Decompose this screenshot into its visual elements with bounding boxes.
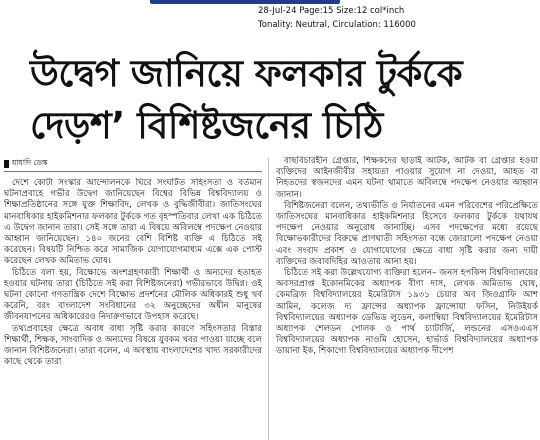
paragraph: বাছবিচারহীন গ্রেপ্তার, শিক্ষকদের ছাড়াই আটক, আটক বা গ্রেপ্তার হওয়া ব্যক্তিদের আইনজীবীর সহায়তা পাওয়ার সুযোগ না দেওয়া, আহত বা নিহতদের স্বজনদের এমন ঘটনা থামাতে অবিলম্বে পদক্ষেপ নেওয়ার আহ্বান জানান।	[276, 156, 538, 200]
headline-line1: উদ্বেগ জানিয়ে ফলকার টুর্ককে	[30, 52, 463, 95]
paragraph: দেশে কোটা সংস্কার আন্দোলনকে ঘিরে সংঘটিত সহিংসতা ও বর্তমান ঘটনাপ্রবাহে গভীর উদ্বেগ জানিয়েছেন বিশ্বের বিভিন্ন বিশ্ববিদ্যালয় ও শিক্ষাপ্রতিষ্ঠানের সঙ্গে যুক্ত শিক্ষাবিদ, লেখক ও বুদ্ধিজীবীরা। জাতিসংঘের মানবাধিকার হাইকমিশনার ফলকার টুর্ককে গত বৃহস্পতিবার লেখা এক চিঠিতে এ উদ্বেগ জানান তারা। সেই সঙ্গে তারা এ বিষয়ে অবিলম্বে পদক্ষেপ নেওয়ার আহ্বান জানিয়েছেন। ১৪০ জনের বেশি বিশিষ্ট ব্যক্তি এ চিঠিতে সই করেছেন। বিষয়টি নিশ্চিত করে সামাজিক যোগাযোগমাধ্যম এক্সে এক পোস্ট করেছেন লেখক অমিতাভ ঘোষ।	[4, 178, 262, 267]
paragraph: চিঠিতে সই করা উল্লেখযোগ্য ব্যক্তিরা হলেন– জনস হপকিন্স বিশ্ববিদ্যালয়ের অবসরপ্রাপ্ত ইকোনমিকের অধ্যাপক বীণা দাস, লেখক অমিতাভ ঘোষ, কেমব্রিজ বিশ্ববিদ্যালয়ের ইমেরিটাস ১৯৩১ চেয়ার অব জিওগ্রাফি আশ আমিন, কলেজ দ্য ফ্রান্সের অধ্যাপক ফ্রান্সোয়া ফসিন, নিউইয়র্ক বিশ্ববিদ্যালয়ের অধ্যাপক ডেভিড লুডেন, কলাম্বিয়া বিশ্ববিদ্যালয়ের ইমেরিটাস অধ্যাপক শেলডন পোলক ও পার্থ চ্যাটার্জি, লন্ডনের এসওএএস বিশ্ববিদ্যালয়ের অধ্যাপক নাওমি হোসেন, হার্ভার্ড বিশ্ববিদ্যালয়ের অধ্যাপক ডায়ানা ইক, শিকাগো বিশ্ববিদ্যালয়ের অধ্যাপক দীপেশ	[276, 268, 538, 357]
column-divider	[268, 158, 269, 440]
byline: যাযাদি ডেস্ক	[12, 158, 48, 167]
clipping-meta-line2: Tonality: Neutral, Circulation: 116000	[258, 20, 416, 30]
paragraph: তথ্যপ্রবাহের ক্ষেত্রে অবাধ বাধা সৃষ্টি করার কারণে সহিংসতার বিস্তার শিক্ষার্থী, শিক্ষক, সাংবাদিক ও অন্যদের বিষয়ে যুবকম খবর পাওয়া যাচ্ছে বলে জানান বিশিষ্টজনেরা। তারা বলেন, এ অবস্থায় বাংলাদেশের খাদ্য সরকারীদের কাছে থেকে তারা	[4, 323, 262, 368]
paragraph: চিঠিতে বলা হয়, বিক্ষোভে অংশগ্রহণকারী শিক্ষার্থী ও অন্যদের হতাহত হওয়ার ঘটনায় তারা (চিঠিতে সই করা বিশিষ্টজনেরা) গভীরভাবে উদ্বিগ্ন। ওই ঘটনা কোনো গণতান্ত্রিক দেশে বিক্ষোভ প্রদর্শনের মৌলিক অধিকারই শুধু খর্ব করেনি, বরং বাংলাদেশ সংবিধানের ৩২ অনুচ্ছেদের অধীন মানুষের জীবনযাপনের অধিকারেরও নিদারুণভাবে উপহাস করেছে।	[4, 267, 262, 323]
paragraph: বিশিষ্টজনেরা বলেন, তথ্যভীতি ও নির্যাতনের এমন পরিবেশের পরিপ্রেক্ষিতে জাতিসংঘের মানবাধিকার হাইকমিশনার হিসেবে ফলকার টুর্ককে যথাযথ পদক্ষেপ নেওয়ার অনুরোধ জানাচ্ছি। এসব পদক্ষেপের মধ্যে রয়েছে বিক্ষোভকারীদের বিরুদ্ধে প্রাণঘাতী সহিংসতা বন্ধে জোরালো পদক্ষেপ নেওয়া এবং সংবাদ প্রকাশ ও যোগাযোগের ক্ষেত্রে বাধা সৃষ্টি করার জন্য দায়ী ব্যক্তিদের জবাবদিহির আওতায় আনা হয়।	[276, 200, 538, 267]
byline-divider	[4, 171, 262, 172]
clipping-meta-line1: 28-Jul-24 Page:15 Size:12 col*inch	[258, 6, 405, 16]
headline-line2: দেড়শ’ বিশিষ্টজনের চিঠি	[30, 104, 383, 147]
newspaper-masthead-strip	[150, 0, 340, 4]
byline-marker-icon	[4, 160, 9, 168]
article-right-column	[276, 156, 538, 440]
article-left-column	[4, 178, 262, 440]
byline-row	[4, 158, 47, 170]
